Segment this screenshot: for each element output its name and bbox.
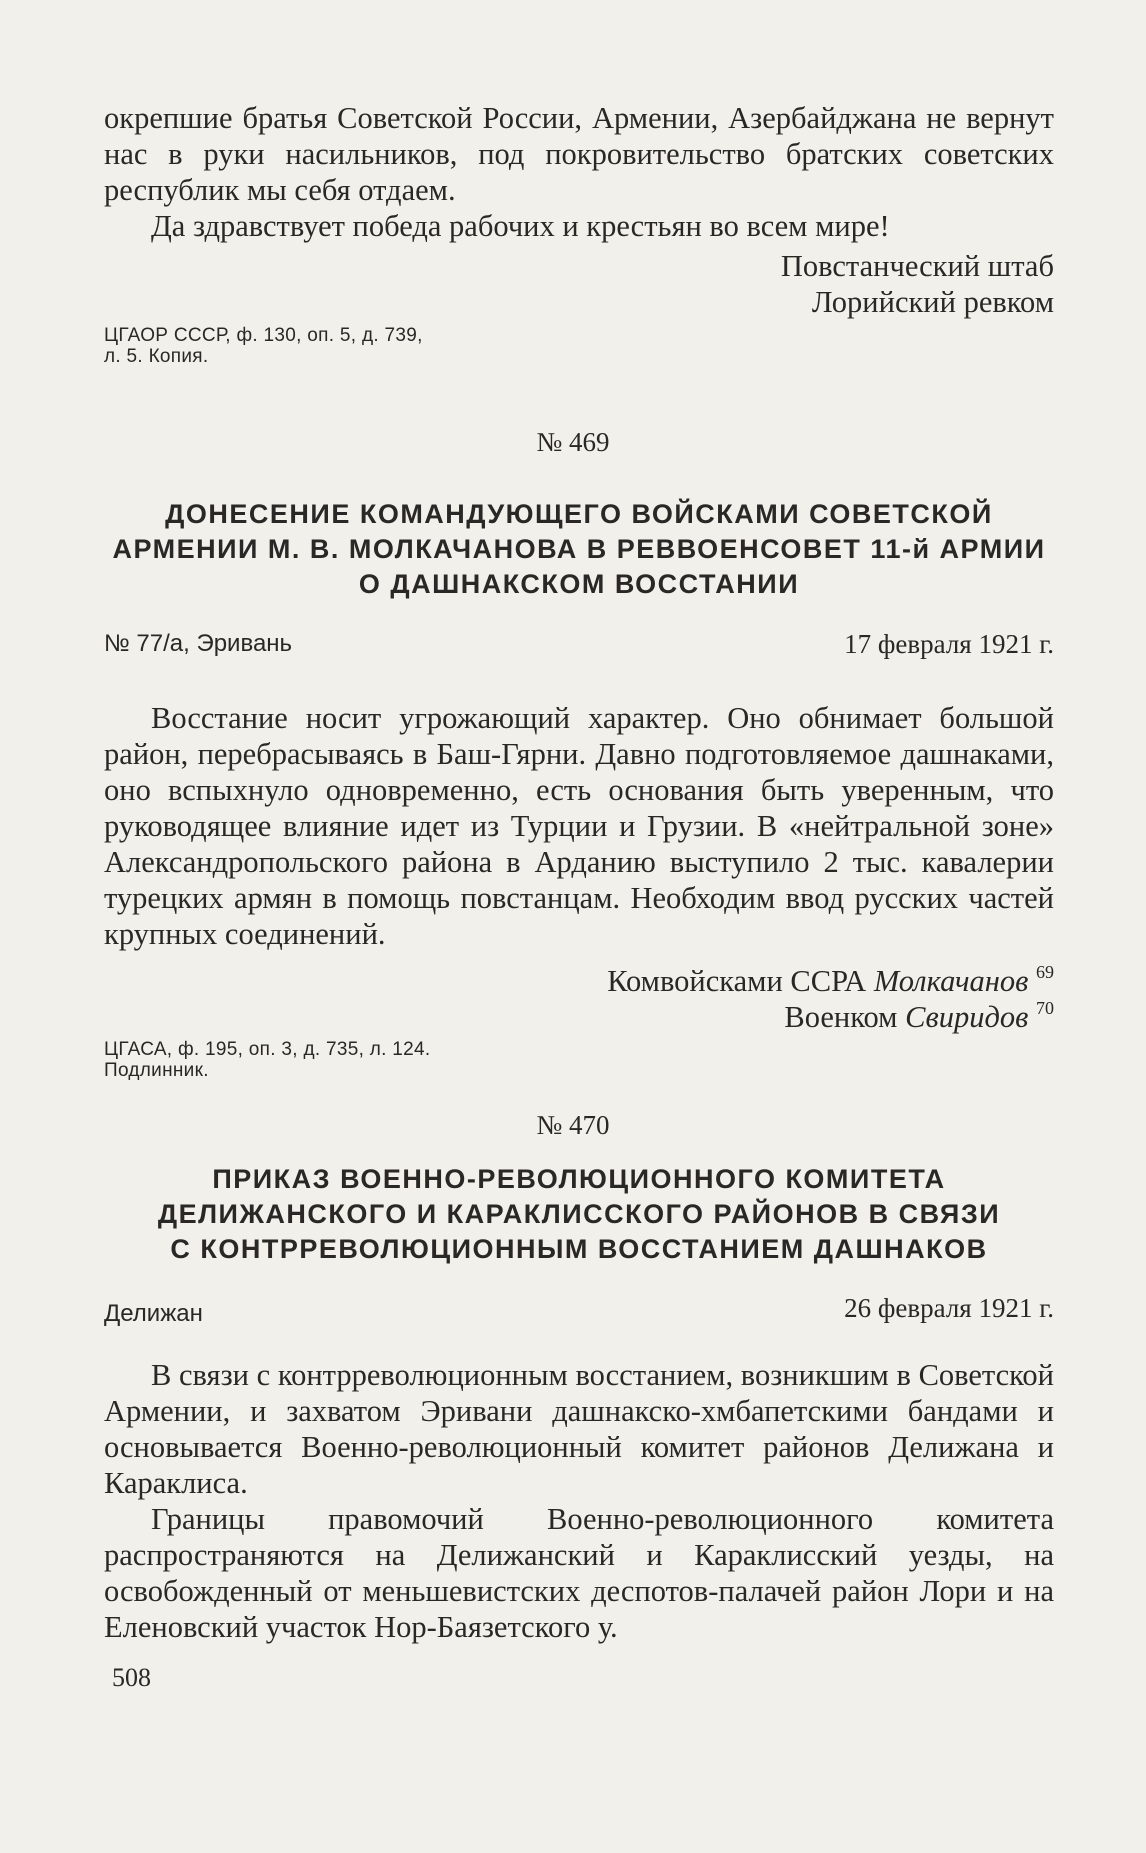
doc469-title-line3: О ДАШНАКСКОМ ВОССТАНИИ (358, 569, 800, 599)
doc469-sig1-role: Комвойсками ССРА (607, 964, 874, 998)
doc469-ref: № 77/а, Эривань (104, 630, 293, 657)
doc468-text (104, 100, 1054, 244)
doc469-signature-1 (607, 963, 1054, 999)
doc468-signature-line1: Повстанческий штаб (780, 249, 1054, 283)
doc469-number: № 469 (536, 427, 610, 457)
doc470-title-line3: С КОНТРРЕВОЛЮЦИОННЫМ ВОССТАНИЕМ ДАШНАКОВ (170, 1234, 988, 1264)
doc468-signature (781, 248, 1054, 320)
doc470-place: Делижан (104, 1300, 203, 1327)
doc469-sig2-name: Свиридов (905, 1000, 1029, 1034)
doc470-title (104, 1162, 1054, 1267)
doc470-text (104, 1357, 1054, 1645)
doc470-title-line2: ДЕЛИЖАНСКОГО И КАРАКЛИССКОГО РАЙОНОВ В СВЯЗИ (157, 1199, 1001, 1229)
page-number: 508 (112, 1663, 151, 1692)
doc469-source-line2: Подлинник. (104, 1060, 209, 1081)
doc469-signature-2 (607, 999, 1054, 1035)
doc468-source-line1: ЦГАОР СССР, ф. 130, оп. 5, д. 739, (104, 325, 423, 346)
doc469-source (104, 1039, 430, 1081)
doc468-signature-line2: Лорийский ревком (811, 285, 1054, 319)
doc468-source-line2: л. 5. Копия. (104, 346, 209, 367)
doc469-text (104, 700, 1054, 952)
doc469-sig2-footnote: 70 (1036, 998, 1054, 1018)
doc468-paragraph-end: окрепшие братья Советской России, Армении, Азербайджана не вернут нас в руки насильников, под покровительство братских советских республик мы себя отдаем. (104, 101, 1054, 207)
doc468-slogan: Да здравствует победа рабочих и крестьян во всем мире! (151, 209, 890, 243)
doc469-sig1-footnote: 69 (1036, 962, 1054, 982)
doc469-title-line2: АРМЕНИИ М. В. МОЛКАЧАНОВА В РЕВВОЕНСОВЕТ 11-й АРМИИ (112, 534, 1046, 564)
doc469-signatures (607, 963, 1054, 1035)
doc469-title (104, 497, 1054, 602)
doc470-body-1: В связи с контрреволюционным восстанием, возникшим в Советской Армении, и захватом Эривани дашнакско-хмбапетскими бандами и основывается Военно-революционный комитет районов Делижана и Караклиса. (104, 1358, 1054, 1500)
doc470-date: 26 февраля 1921 г. (844, 1293, 1054, 1323)
doc469-body: Восстание носит угрожающий характер. Оно обнимает большой район, перебрасываясь в Баш-Гярни. Давно подготовляемое дашнаками, оно вспыхнуло одновременно, есть основания быть уверенным, что руководящее влияние идет из Турции и Грузии. В «нейтральной зоне» Александропольского района в Арданию выступило 2 тыс. кавалерии турецких армян в помощь повстанцам. Необходим ввод русских частей крупных соединений. (104, 701, 1054, 951)
doc469-sig1-name: Молкачанов (873, 964, 1029, 998)
doc470-body-2: Границы правомочий Военно-революционного комитета распространяются на Делижанский и Караклисский уезды, на освобожденный от меньшевистских деспотов-палачей район Лори и на Еленовский участок Нор-Баязетского у. (104, 1502, 1054, 1644)
doc469-date: 17 февраля 1921 г. (844, 629, 1054, 659)
doc469-sig2-role: Военком (784, 1000, 906, 1034)
doc470-number: № 470 (536, 1110, 610, 1140)
doc469-title-line1: ДОНЕСЕНИЕ КОМАНДУЮЩЕГО ВОЙСКАМИ СОВЕТСКОЙ (165, 499, 993, 529)
doc470-title-line1: ПРИКАЗ ВОЕННО-РЕВОЛЮЦИОННОГО КОМИТЕТА (212, 1164, 946, 1194)
doc468-source (104, 325, 423, 367)
doc469-source-line1: ЦГАСА, ф. 195, оп. 3, д. 735, л. 124. (104, 1039, 431, 1060)
